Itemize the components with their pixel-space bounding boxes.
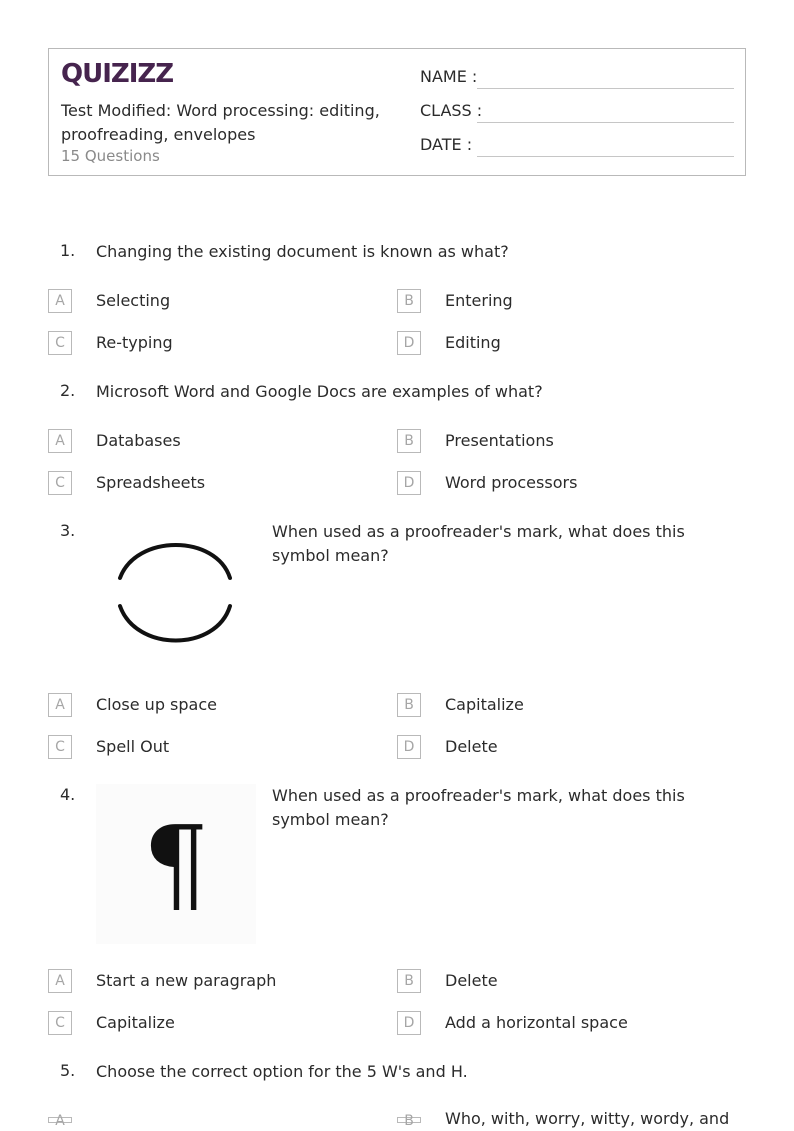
option-box-a[interactable]: A [48, 693, 72, 717]
class-line[interactable] [477, 122, 734, 123]
pilcrow-icon: ¶ [142, 803, 210, 925]
name-field [420, 67, 734, 91]
question-number: 1. [60, 241, 76, 260]
option-box-a[interactable]: A [48, 969, 72, 993]
worksheet-header [48, 48, 746, 176]
option-text-b: Presentations [445, 431, 554, 450]
option-text-b: Who, with, worry, witty, wordy, and [445, 1109, 730, 1128]
class-label: CLASS : [420, 101, 483, 120]
quizizz-logo: QUIZIZZ [61, 59, 174, 89]
option-box-b[interactable]: B [397, 693, 421, 717]
question-number: 5. [60, 1061, 76, 1080]
option-text-d: Word processors [445, 473, 578, 492]
option-box-b[interactable]: B [397, 289, 421, 313]
option-text-d: Editing [445, 333, 501, 352]
question-text: Choose the correct option for the 5 W's and H. [96, 1062, 468, 1081]
date-field [420, 135, 734, 159]
class-field [420, 101, 734, 125]
option-text-c: Capitalize [96, 1013, 175, 1032]
option-text-c: Spell Out [96, 737, 170, 756]
option-box-b[interactable]: B [397, 429, 421, 453]
close-up-mark-icon [96, 520, 256, 680]
option-box-c[interactable]: C [48, 735, 72, 759]
question-number: 4. [60, 785, 76, 804]
option-text-d: Add a horizontal space [445, 1013, 628, 1032]
option-box-a[interactable]: A [48, 1117, 72, 1123]
question-count: 15 Questions [61, 147, 160, 165]
question-text: When used as a proofreader's mark, what does this symbol mean? [272, 786, 685, 829]
question-text: Changing the existing document is known as what? [96, 242, 509, 261]
option-text-a: Databases [96, 431, 181, 450]
option-text-a: Close up space [96, 695, 217, 714]
option-text-c: Spreadsheets [96, 473, 206, 492]
question-text: Microsoft Word and Google Docs are examples of what? [96, 382, 543, 401]
option-box-d[interactable]: D [397, 735, 421, 759]
option-text-a: Start a new paragraph [96, 971, 277, 990]
option-box-b[interactable]: B [397, 1117, 421, 1123]
option-box-d[interactable]: D [397, 1011, 421, 1035]
date-line[interactable] [477, 156, 734, 157]
question-number: 3. [60, 521, 76, 540]
option-text-b: Delete [445, 971, 498, 990]
option-box-a[interactable]: A [48, 429, 72, 453]
name-line[interactable] [477, 88, 734, 89]
option-box-c[interactable]: C [48, 331, 72, 355]
question-text: When used as a proofreader's mark, what does this symbol mean? [272, 522, 685, 565]
name-label: NAME : [420, 67, 478, 86]
pilcrow-image [96, 784, 256, 944]
option-box-a[interactable]: A [48, 289, 72, 313]
option-box-d[interactable]: D [397, 471, 421, 495]
question-number: 2. [60, 381, 76, 400]
option-text-b: Entering [445, 291, 513, 310]
option-text-d: Delete [445, 737, 498, 756]
option-text-b: Capitalize [445, 695, 524, 714]
date-label: DATE : [420, 135, 473, 154]
option-box-c[interactable]: C [48, 471, 72, 495]
option-box-c[interactable]: C [48, 1011, 72, 1035]
option-box-d[interactable]: D [397, 331, 421, 355]
option-text-a: Selecting [96, 291, 171, 310]
option-text-c: Re-typing [96, 333, 173, 352]
option-box-b[interactable]: B [397, 969, 421, 993]
test-title: Test Modified: Word processing: editing, proofreading, envelopes [61, 101, 380, 144]
